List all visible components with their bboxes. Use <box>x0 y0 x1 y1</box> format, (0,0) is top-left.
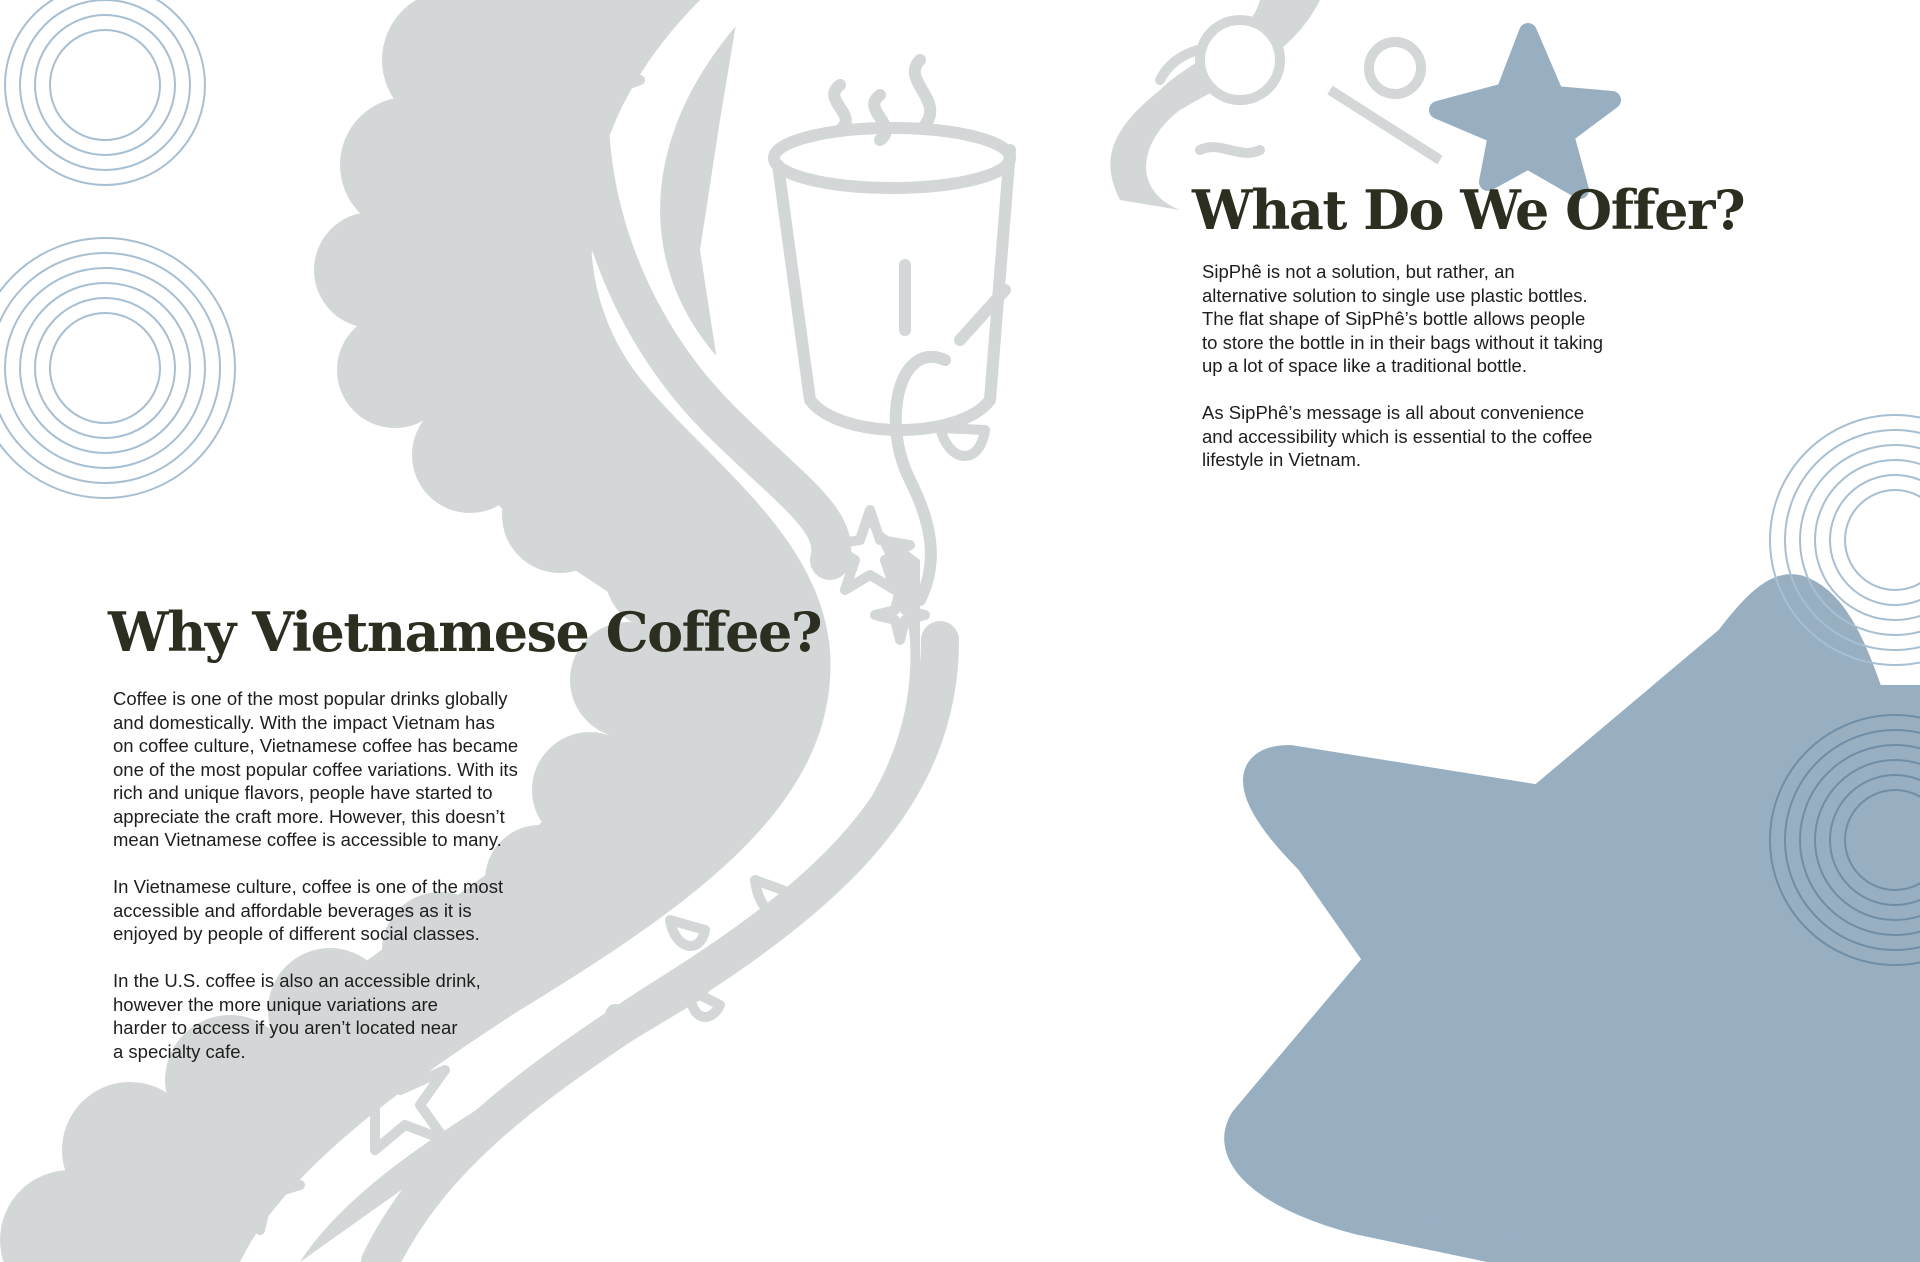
offer-body <box>1202 260 1662 495</box>
star-icon <box>1438 32 1612 190</box>
why-paragraph: In Vietnamese culture, coffee is one of the most accessible and affordable beverages as it is enjoyed by people of different social classes. <box>113 876 504 944</box>
why-body <box>113 687 583 1087</box>
big-star-shape <box>1239 589 1920 1262</box>
concentric-rings-icon <box>0 0 235 498</box>
offer-paragraph: SipPhê is not a solution, but rather, an alternative solution to single use plastic bottles. The flat shape of SipPhê’s bottle allows people to store the bottle in in their bags without it taking up a lot of space like a traditional bottle. <box>1202 261 1604 376</box>
why-heading: Why Vietnamese Coffee? <box>108 600 821 664</box>
offer-heading: What Do We Offer? <box>1192 178 1745 242</box>
why-paragraph: In the U.S. coffee is also an accessible drink, however the more unique variations are harder to access if you aren’t located near a specialty cafe. <box>113 970 481 1062</box>
offer-paragraph: As SipPhê’s message is all about convenience and accessibility which is essential to the coffee lifestyle in Vietnam. <box>1202 402 1593 470</box>
why-paragraph: Coffee is one of the most popular drinks globally and domestically. With the impact Vietnam has on coffee culture, Vietnamese coffee has became one of the most popular coffee variations. With its rich and unique flavors, people have started to appreciate the craft more. However, this doesn’t mean Vietnamese coffee is accessible to many. <box>113 688 519 850</box>
